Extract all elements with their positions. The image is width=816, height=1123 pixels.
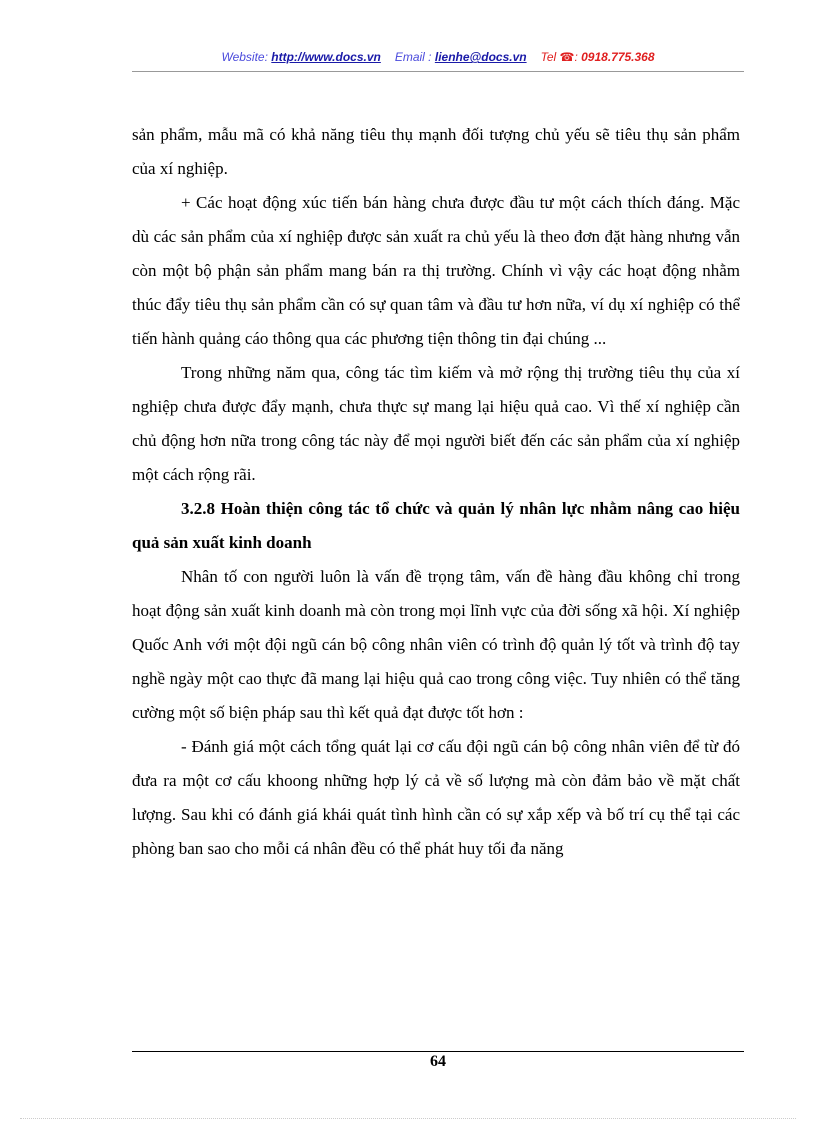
email-link[interactable]: lienhe@docs.vn: [434, 50, 527, 64]
section-heading: 3.2.8 Hoàn thiện công tác tổ chức và quản lý nhân lực nhằm nâng cao hiệu quả sản xuất kinh doanh: [132, 499, 740, 552]
website-link[interactable]: http://www.docs.vn: [271, 50, 381, 64]
website-label: Website:: [221, 50, 272, 64]
paragraph: Trong những năm qua, công tác tìm kiếm và mở rộng thị trường tiêu thụ của xí nghiệp chưa được đẩy mạnh, chưa thực sự mang lại hiệu quả cao. Vì thế xí nghiệp cần chủ động hơn nữa trong công tác này để mọi người biết đến các sản phẩm của xí nghiệp một cách rộng rãi.: [132, 363, 740, 484]
page-number: 64: [430, 1053, 446, 1070]
phone-number: 0918.775.368: [581, 50, 655, 64]
paragraph: + Các hoạt động xúc tiến bán hàng chưa được đầu tư một cách thích đáng. Mặc dù các sản phẩm của xí nghiệp được sản xuất ra chủ yếu là theo đơn đặt hàng nhưng vẫn còn một bộ phận sản phẩm mang bán ra thị trường. Chính vì vậy các hoạt động nhằm thúc đẩy tiêu thụ sản phẩm cần có sự quan tâm và đầu tư hơn nữa, ví dụ xí nghiệp có thể tiến hành quảng cáo thông qua các phương tiện thông tin đại chúng ...: [132, 193, 740, 348]
header-divider: [132, 71, 744, 72]
email-label: Email :: [394, 50, 435, 64]
phone-label: Tel ☎:: [540, 50, 582, 64]
page-edge-line: [20, 1118, 796, 1119]
paragraph: - Đánh giá một cách tổng quát lại cơ cấu đội ngũ cán bộ công nhân viên để từ đó đưa ra một cơ cấu khoong những hợp lý cả về số lượng mà còn đảm bảo về mặt chất lượng. Sau khi có đánh giá khái quát tình hình cần có sự xắp xếp và bố trí cụ thể tại các phòng ban sao cho mỗi cá nhân đều có thể phát huy tối đa năng: [132, 737, 740, 858]
page-header: [132, 50, 744, 64]
document-body: [132, 118, 740, 866]
footer-divider: [132, 1051, 744, 1052]
paragraph: sản phẩm, mẫu mã có khả năng tiêu thụ mạnh đối tượng chủ yếu sẽ tiêu thụ sản phẩm của xí nghiệp.: [132, 125, 740, 178]
paragraph: Nhân tố con người luôn là vấn đề trọng tâm, vấn đề hàng đầu không chỉ trong hoạt động sản xuất kinh doanh mà còn trong mọi lĩnh vực của đời sống xã hội. Xí nghiệp Quốc Anh với một đội ngũ cán bộ công nhân viên có trình độ quản lý tốt và trình độ tay nghề ngày một cao thực đã mang lại hiệu quả cao trong công việc. Tuy nhiên có thể tăng cường một số biện pháp sau thì kết quả đạt được tốt hơn :: [132, 567, 740, 722]
